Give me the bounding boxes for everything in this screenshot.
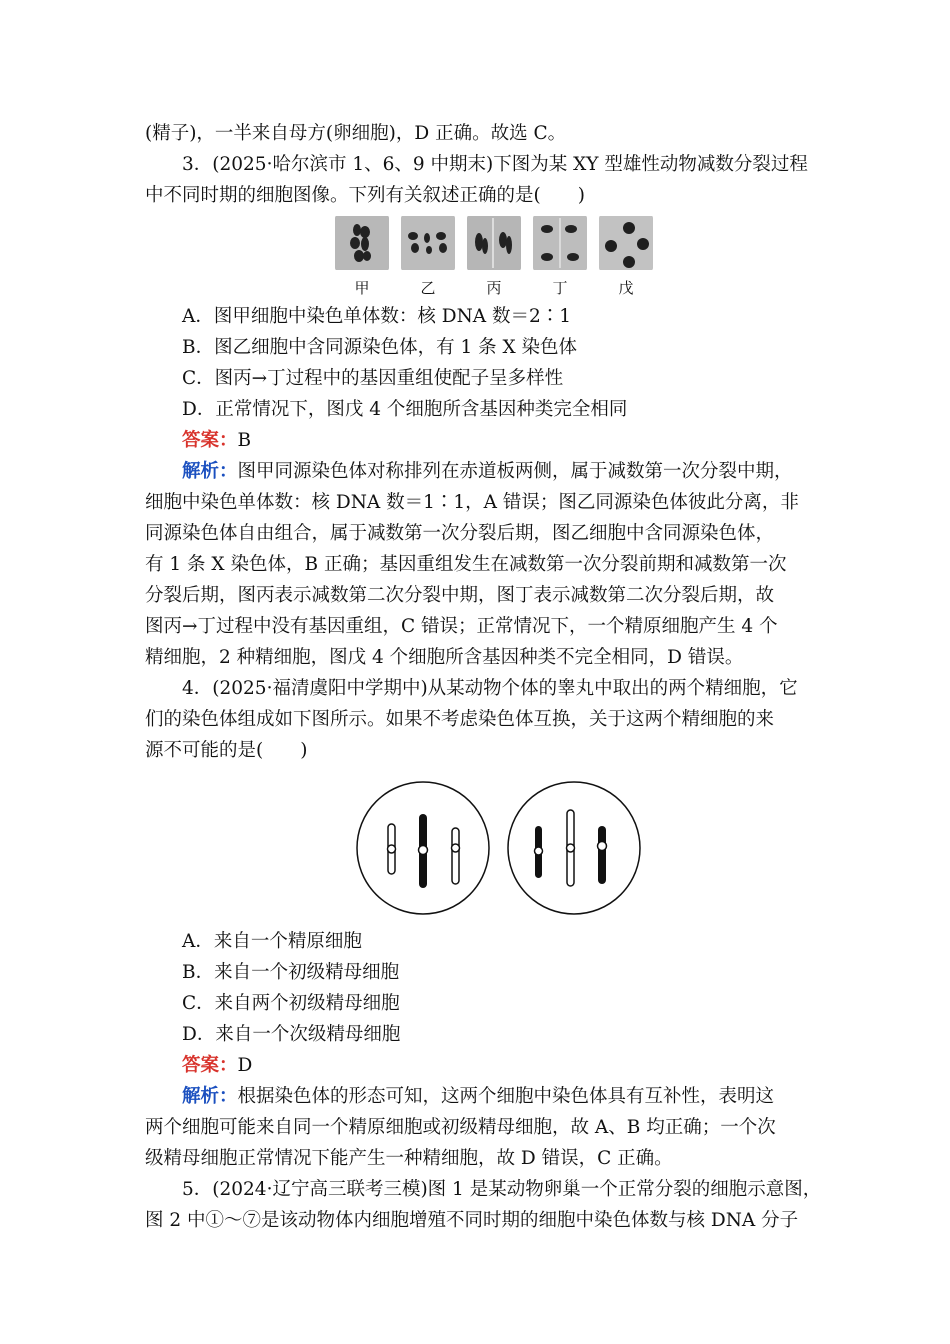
q4-stem-line-1: 4．(2025·福清虞阳中学期中)从某动物个体的睾丸中取出的两个精细胞，它 xyxy=(182,678,798,699)
answer-value: B xyxy=(237,430,252,451)
q3-cell-images xyxy=(145,215,807,301)
chromosome-black-3 xyxy=(598,826,607,884)
q4-explain-first xyxy=(145,1081,807,1112)
q5-stem-line-1: 5．(2024·辽宁高三联考三模)图 1 是某动物卵巢一个正常分裂的细胞示意图， xyxy=(182,1179,822,1200)
chromosome-white-3 xyxy=(567,810,575,886)
cell-image-bing xyxy=(467,215,521,271)
q4-stem-line-2: 们的染色体组成如下图所示。如果不考虑染色体互换，关于这两个精细胞的来 xyxy=(145,709,775,730)
q4-option-a: A．来自一个精原细胞 xyxy=(182,931,362,952)
q4-option-b: B．来自一个初级精母细胞 xyxy=(182,962,400,983)
q4-explain-line: 级精母细胞正常情况下能产生一种精细胞，故 D 错误，C 正确。 xyxy=(145,1148,673,1169)
q4-answer xyxy=(145,1050,807,1081)
q3-explain-line: 有 1 条 X 染色体，B 正确；基因重组发生在减数第一次分裂前期和减数第一次 xyxy=(145,554,787,575)
document-page xyxy=(145,118,822,1236)
cell-image-ding xyxy=(533,215,587,271)
caption-bing: 丙 xyxy=(486,279,502,297)
q3-explain-line: 同源染色体自由组合，属于减数第一次分裂后期，图乙细胞中含同源染色体， xyxy=(145,523,775,544)
chromosome-white-2 xyxy=(452,828,460,884)
q3-explain-line: 图丙→丁过程中没有基因重组，C 错误；正常情况下，一个精原细胞产生 4 个 xyxy=(145,616,778,637)
q3-answer xyxy=(145,425,807,456)
q3-option-c: C．图丙→丁过程中的基因重组使配子呈多样性 xyxy=(182,368,564,389)
answer-label: 答案： xyxy=(182,1055,238,1076)
q4-option-d: D．来自一个次级精母细胞 xyxy=(182,1024,401,1045)
cell-image-yi xyxy=(401,215,455,271)
explain-label: 解析： xyxy=(182,461,238,482)
q3-option-d: D．正常情况下，图戊 4 个细胞所含基因种类完全相同 xyxy=(182,399,628,420)
caption-wu: 戊 xyxy=(618,279,634,297)
q3-stem-line-2: 中不同时期的细胞图像。下列有关叙述正确的是( ) xyxy=(145,185,585,206)
q3-explain-line: 分裂后期，图丙表示减数第二次分裂中期，图丁表示减数第二次分裂后期，故 xyxy=(145,585,775,606)
explain-label: 解析： xyxy=(182,1086,238,1107)
q5-stem-line-2: 图 2 中①～⑦是该动物体内细胞增殖不同时期的细胞中染色体数与核 DNA 分子 xyxy=(145,1210,799,1231)
q4-stem-line-3: 源不可能的是( ) xyxy=(145,740,308,761)
caption-jia: 甲 xyxy=(354,279,370,297)
chromosome-white-1 xyxy=(388,824,396,874)
chromosome-black-2 xyxy=(535,826,543,878)
q3-stem-line-1: 3．(2025·哈尔滨市 1、6、9 中期末)下图为某 XY 型雄性动物减数分裂过程 xyxy=(182,154,808,175)
cell-image-jia xyxy=(335,215,389,271)
q4-sperm-cells-figure xyxy=(145,778,807,918)
cell-image-wu xyxy=(599,215,653,271)
q3-explain-first xyxy=(145,456,807,487)
chromosome-black-1 xyxy=(419,814,428,888)
q3-option-a: A．图甲细胞中染色单体数：核 DNA 数＝2∶1 xyxy=(182,306,572,327)
q4-explain-line: 两个细胞可能来自同一个精原细胞或初级精母细胞，故 A、B 均正确；一个次 xyxy=(145,1117,776,1138)
q3-option-b: B．图乙细胞中含同源染色体，有 1 条 X 染色体 xyxy=(182,337,578,358)
answer-label: 答案： xyxy=(182,430,238,451)
explain-text: 图甲同源染色体对称排列在赤道板两侧，属于减数第一次分裂中期， xyxy=(237,461,793,482)
sperm-cells-diagram xyxy=(355,778,645,918)
q3-explain-line: 细胞中染色单体数：核 DNA 数＝1∶1，A 错误；图乙同源染色体彼此分离，非 xyxy=(145,492,799,513)
explain-text: 根据染色体的形态可知，这两个细胞中染色体具有互补性，表明这 xyxy=(237,1086,775,1107)
answer-value: D xyxy=(237,1055,253,1076)
caption-yi: 乙 xyxy=(420,279,436,297)
intro-line: (精子)，一半来自母方(卵细胞)，D 正确。故选 C。 xyxy=(145,123,567,144)
caption-ding: 丁 xyxy=(552,279,568,297)
q4-option-c: C．来自两个初级精母细胞 xyxy=(182,993,400,1014)
q3-explain-line: 精细胞，2 种精细胞，图戊 4 个细胞所含基因种类不完全相同，D 错误。 xyxy=(145,647,744,668)
